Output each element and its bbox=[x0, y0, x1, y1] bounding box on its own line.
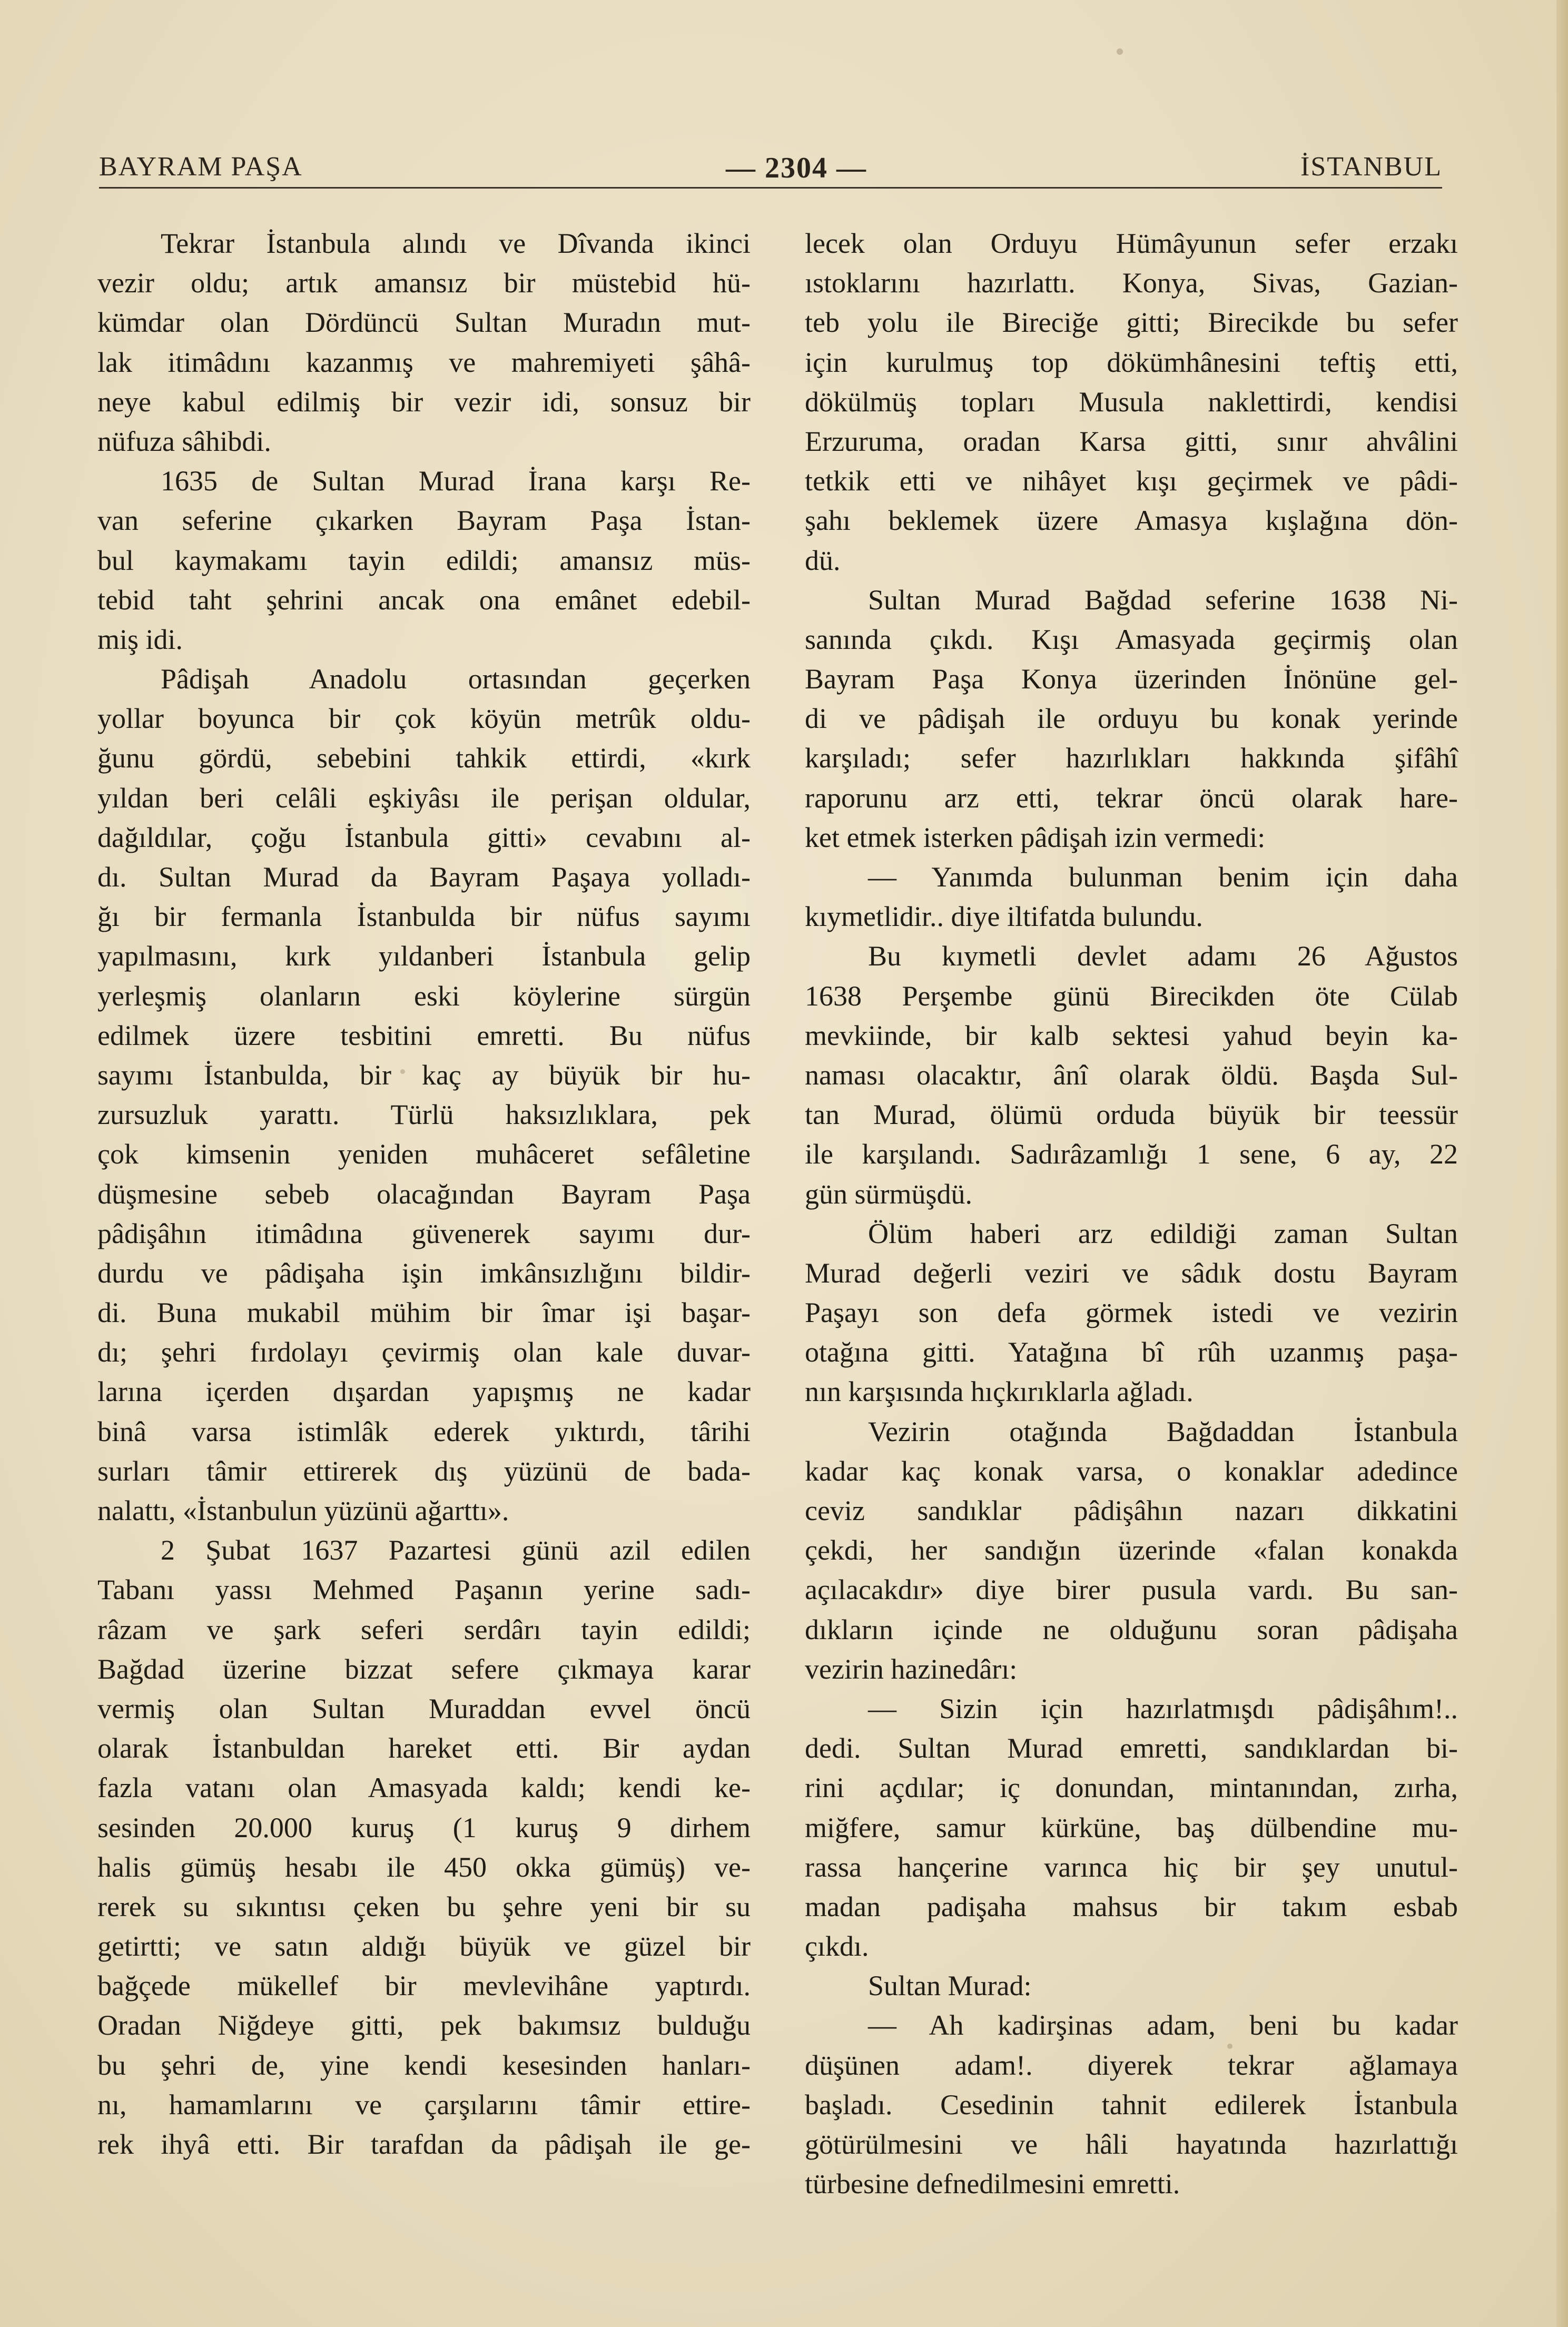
text-line: rek ihyâ etti. Bir tarafdan da pâdişah ile ge- bbox=[97, 2128, 751, 2160]
right-text-column bbox=[805, 224, 1458, 2204]
text-line: mevkiinde, bir kalb sektesi yahud beyin ka- bbox=[805, 1019, 1458, 1051]
text-line: râzam ve şark seferi serdârı tayin edildi; bbox=[97, 1613, 751, 1645]
text-line: ket etmek isterken pâdişah izin vermedi: bbox=[805, 821, 1266, 853]
text-line: ğunu gördü, sebebini tahkik ettirdi, «kırk bbox=[97, 742, 751, 774]
text-line: yıldan beri celâli eşkiyâsı ile perişan oldular, bbox=[97, 782, 751, 814]
text-line: yollar boyunca bir çok köyün metrûk oldu- bbox=[97, 703, 751, 735]
text-line: başladı. Cesedinin tahnit edilerek İstanbula bbox=[805, 2088, 1458, 2121]
text-line: kadar kaç konak varsa, o konaklar adedince bbox=[805, 1455, 1458, 1487]
text-line: Bu kıymetli devlet adamı 26 Ağustos bbox=[868, 940, 1458, 972]
text-line: Tabanı yassı Mehmed Paşanın yerine sadı- bbox=[97, 1574, 751, 1606]
text-line: tetkik etti ve nihâyet kışı geçirmek ve pâdi- bbox=[805, 465, 1458, 497]
text-line: sayımı İstanbulda, bir kaç ay büyük bir hu- bbox=[97, 1059, 751, 1091]
text-line: miş idi. bbox=[97, 623, 183, 655]
text-line: — Yanımda bulunman benim için daha bbox=[868, 861, 1458, 893]
text-line: ile karşılandı. Sadırâzamlığı 1 sene, 6 ay, 22 bbox=[805, 1138, 1458, 1170]
text-line: rassa hançerine varınca hiç bir şey unutul- bbox=[805, 1851, 1458, 1883]
text-line: ıstoklarını hazırlattı. Konya, Sivas, Gazian- bbox=[805, 267, 1458, 299]
text-line: çok kimsenin yeniden muhâceret sefâletine bbox=[97, 1138, 751, 1170]
paper-speck bbox=[1227, 2044, 1232, 2049]
text-line: Erzuruma, oradan Karsa gitti, sınır ahvâlini bbox=[805, 425, 1458, 457]
text-line: kıymetlidir.. diye iltifatda bulundu. bbox=[805, 901, 1203, 933]
text-line: nı, hamamlarını ve çarşılarını tâmir ettire- bbox=[97, 2088, 751, 2121]
text-line: vezirin hazinedârı: bbox=[805, 1653, 1018, 1685]
text-line: dedi. Sultan Murad emretti, sandıklardan bi- bbox=[805, 1732, 1458, 1764]
text-line: nüfuza sâhibdi. bbox=[97, 425, 271, 457]
text-line: bağçede mükellef bir mevlevihâne yaptırdı. bbox=[97, 1970, 751, 2002]
text-line: düşünen adam!. diyerek tekrar ağlamaya bbox=[805, 2049, 1458, 2081]
text-line: açılacakdır» diye birer pusula vardı. Bu san- bbox=[805, 1574, 1458, 1606]
text-line: yerleşmiş olanların eski köylerine sürgün bbox=[97, 980, 751, 1012]
text-line: bul kaymakamı tayin edildi; amansız müs- bbox=[97, 544, 751, 576]
text-line: kümdar olan Dördüncü Sultan Muradın mut- bbox=[97, 307, 751, 339]
paper-speck bbox=[400, 1069, 405, 1074]
text-line: sanında çıkdı. Kışı Amasyada geçirmiş olan bbox=[805, 623, 1458, 655]
text-line: edilmek üzere tesbitini emretti. Bu nüfus bbox=[97, 1019, 751, 1051]
text-line: Bağdad üzerine bizzat sefere çıkmaya karar bbox=[97, 1653, 751, 1685]
text-line: dağıldılar, çoğu İstanbula gitti» cevabını al- bbox=[97, 821, 751, 853]
text-line: — Sizin için hazırlatmışdı pâdişâhım!.. bbox=[868, 1692, 1458, 1724]
text-line: surları tâmir ettirerek dış yüzünü de bada- bbox=[97, 1455, 751, 1487]
text-line: ğı bir fermanla İstanbulda bir nüfus sayımı bbox=[97, 901, 751, 933]
text-line: van seferine çıkarken Bayram Paşa İstan- bbox=[97, 505, 751, 537]
left-text-column bbox=[97, 224, 751, 2164]
text-line: 2 Şubat 1637 Pazartesi günü azil edilen bbox=[161, 1534, 751, 1566]
text-line: teb yolu ile Bireciğe gitti; Birecikde bu sefer bbox=[805, 307, 1458, 339]
header-rule bbox=[99, 187, 1442, 189]
text-line: dı. Sultan Murad da Bayram Paşaya yolladı- bbox=[97, 861, 751, 893]
text-line: halis gümüş hesabı ile 450 okka gümüş) ve- bbox=[97, 1851, 751, 1883]
text-line: dü. bbox=[805, 544, 841, 576]
text-line: di ve pâdişah ile orduyu bu konak yerinde bbox=[805, 703, 1458, 735]
text-line: otağına gitti. Yatağına bî rûh uzanmış paşa- bbox=[805, 1336, 1458, 1368]
text-line: nın karşısında hıçkırıklarla ağladı. bbox=[805, 1376, 1194, 1408]
text-line: — Ah kadirşinas adam, beni bu kadar bbox=[868, 2009, 1458, 2042]
running-header bbox=[99, 145, 1442, 187]
text-line: Murad değerli veziri ve sâdık dostu Bayram bbox=[805, 1257, 1458, 1289]
text-line: rini açdılar; iç donundan, mintanından, zırha, bbox=[805, 1772, 1458, 1804]
text-line: pâdişâhın itimâdına güvenerek sayımı dur- bbox=[97, 1217, 751, 1249]
text-line: naması olacaktır, ânî olarak öldü. Başda Sul- bbox=[805, 1059, 1458, 1091]
text-line: düşmesine sebeb olacağından Bayram Paşa bbox=[97, 1178, 751, 1210]
text-line: için kurulmuş top dökümhânesini teftiş etti, bbox=[805, 346, 1458, 378]
text-line: sesinden 20.000 kuruş (1 kuruş 9 dirhem bbox=[97, 1811, 751, 1843]
text-line: Vezirin otağında Bağdaddan İstanbula bbox=[868, 1415, 1458, 1447]
page-number: — 2304 — bbox=[726, 152, 867, 184]
text-line: götürülmesini ve hâli hayatında hazırlattığı bbox=[805, 2128, 1458, 2160]
text-line: çekdi, her sandığın üzerinde «falan konakda bbox=[805, 1534, 1458, 1566]
text-line: dökülmüş topları Musula naklettirdi, kendisi bbox=[805, 386, 1458, 418]
text-line: binâ varsa istimlâk ederek yıktırdı, târihi bbox=[97, 1415, 751, 1447]
text-line: bu şehri de, yine kendi kesesinden hanları- bbox=[97, 2049, 751, 2081]
text-line: şahı beklemek üzere Amasya kışlağına dön- bbox=[805, 505, 1458, 537]
text-line: yapılmasını, kırk yıldanberi İstanbula gelip bbox=[97, 940, 751, 972]
text-line: zursuzluk yarattı. Türlü haksızlıklara, pek bbox=[97, 1099, 751, 1131]
text-line: raporunu arz etti, tekrar öncü olarak hare- bbox=[805, 782, 1458, 814]
text-line: rerek su sıkıntısı çeken bu şehre yeni bir su bbox=[97, 1890, 751, 1922]
text-line: Bayram Paşa Konya üzerinden İnönüne gel- bbox=[805, 663, 1458, 695]
text-line: neye kabul edilmiş bir vezir idi, sonsuz bir bbox=[97, 386, 751, 418]
header-left-title: BAYRAM PAŞA bbox=[99, 152, 303, 182]
text-line: lak itimâdını kazanmış ve mahremiyeti şâhâ- bbox=[97, 346, 751, 378]
text-line: 1635 de Sultan Murad İrana karşı Re- bbox=[161, 465, 751, 497]
text-line: karşıladı; sefer hazırlıkları hakkında şifâhî bbox=[805, 742, 1458, 774]
text-line: Sultan Murad: bbox=[868, 1970, 1032, 2002]
text-line: vezir oldu; artık amansız bir müstebid hü- bbox=[97, 267, 751, 299]
text-line: madan padişaha mahsus bir takım esbab bbox=[805, 1890, 1458, 1922]
text-line: di. Buna mukabil mühim bir îmar işi başar- bbox=[97, 1297, 751, 1329]
text-line: 1638 Perşembe günü Birecikden öte Cülab bbox=[805, 980, 1458, 1012]
text-line: vermiş olan Sultan Muraddan evvel öncü bbox=[97, 1692, 751, 1724]
text-line: getirtti; ve satın aldığı büyük ve güzel bir bbox=[97, 1930, 751, 1963]
text-line: türbesine defnedilmesini emretti. bbox=[805, 2168, 1180, 2200]
text-line: gün sürmüşdü. bbox=[805, 1178, 973, 1210]
text-line: tan Murad, ölümü orduda büyük bir teessür bbox=[805, 1099, 1458, 1131]
text-line: tebid taht şehrini ancak ona emânet edebil- bbox=[97, 584, 751, 616]
text-line: Tekrar İstanbula alındı ve Dîvanda ikinci bbox=[161, 228, 751, 259]
text-line: larına içerden dışardan yapışmış ne kadar bbox=[97, 1376, 751, 1408]
text-line: Paşayı son defa görmek istedi ve vezirin bbox=[805, 1297, 1458, 1329]
page-edge-shadow bbox=[1556, 0, 1568, 2327]
text-line: Sultan Murad Bağdad seferine 1638 Ni- bbox=[868, 584, 1458, 616]
text-line: fazla vatanı olan Amasyada kaldı; kendi ke- bbox=[97, 1772, 751, 1804]
text-line: dı; şehri fırdolayı çevirmiş olan kale duvar- bbox=[97, 1336, 751, 1368]
text-line: Oradan Niğdeye gitti, pek bakımsız bulduğu bbox=[97, 2009, 751, 2042]
text-line: lecek olan Orduyu Hümâyunun sefer erzakı bbox=[805, 228, 1458, 259]
text-line: durdu ve pâdişaha işin imkânsızlığını bildir- bbox=[97, 1257, 751, 1289]
text-line: nalattı, «İstanbulun yüzünü ağarttı». bbox=[97, 1495, 509, 1526]
text-line: olarak İstanbuldan hareket etti. Bir aydan bbox=[97, 1732, 751, 1764]
paper-speck bbox=[1117, 48, 1123, 55]
header-right-title: İSTANBUL bbox=[1300, 152, 1442, 182]
text-line: miğfere, samur kürküne, baş dülbendine mu- bbox=[805, 1811, 1458, 1843]
text-line: Ölüm haberi arz edildiği zaman Sultan bbox=[868, 1217, 1458, 1249]
text-line: dıkların içinde ne olduğunu soran pâdişaha bbox=[805, 1613, 1458, 1645]
text-line: ceviz sandıklar pâdişâhın nazarı dikkatini bbox=[805, 1495, 1458, 1526]
text-line: çıkdı. bbox=[805, 1930, 869, 1963]
text-line: Pâdişah Anadolu ortasından geçerken bbox=[161, 663, 751, 695]
